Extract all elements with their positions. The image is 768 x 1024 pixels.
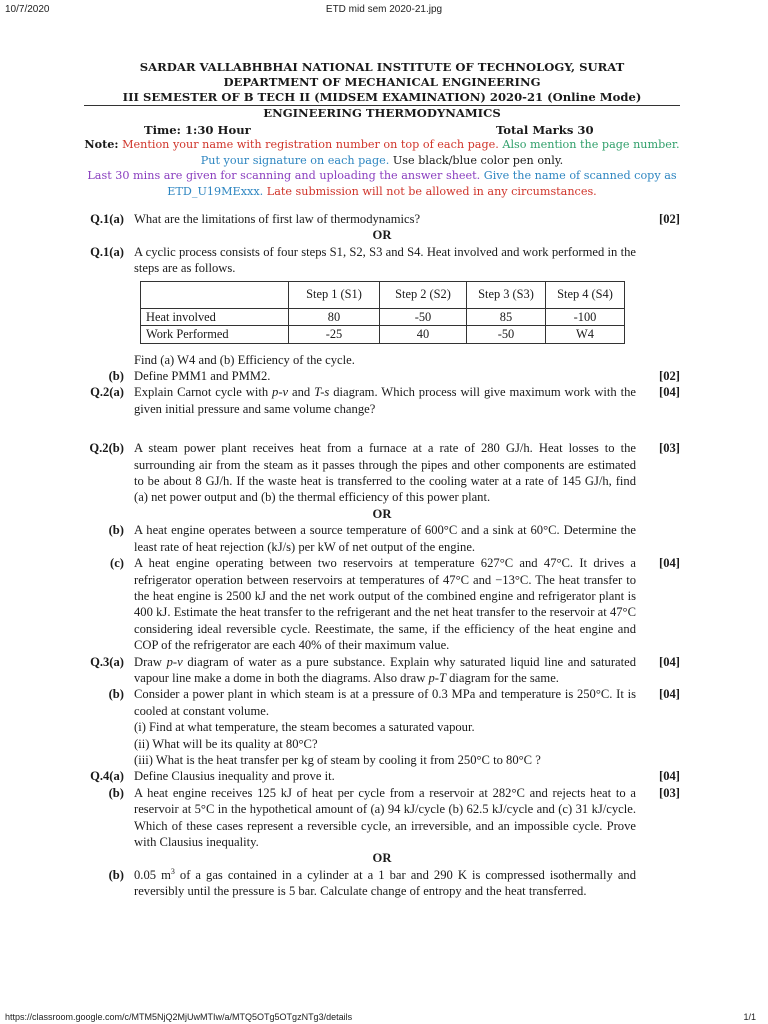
note-page-number-instruction: Also mention the page number. <box>502 138 680 151</box>
note-signature-instruction: Put your signature on each page. <box>200 153 390 167</box>
question-2b: Q.2(b) A steam power plant receives heat from a furnace at a rate of 280 GJ/h. Heat losses to the surrounding air from the steam as it passes through the pipes and other components are estimated to be about 8 GJ/h. If the waste heat is transferred to the cooling water at a rate of 145 GJ/h, find (a) net power output and (b) the thermal efficiency of this power plant. [03] <box>89 441 680 505</box>
question-3a: Q.3(a) Draw p-v diagram of water as a pure substance. Explain why saturated liquid line and saturated vapour line make a dome in both the diagrams. Also draw p-T diagram for the same. [04] <box>90 654 680 685</box>
browser-print-header <box>0 4 768 18</box>
document-title: ETD mid sem 2020-21.jpg <box>325 4 443 15</box>
or-divider: OR <box>372 851 392 866</box>
or-divider: OR <box>372 506 392 521</box>
question-2b-alternate: (b) A heat engine operates between a source temperature of 600°C and a sink at 60°C. Determine the least rate of heat rejection (kJ/s) per kW of net output of the engine. <box>108 523 636 554</box>
print-date: 10/7/2020 <box>5 4 50 15</box>
semester-line: III SEMESTER OF B TECH II (MIDSEM EXAMINATION) 2020-21 (Online Mode) <box>84 90 680 106</box>
instructions-note <box>84 137 680 199</box>
total-marks: Total Marks 30 <box>496 123 594 137</box>
table-row: Work Performed -25 40 -50 W4 <box>141 326 625 344</box>
exam-time: Time: 1:30 Hour <box>144 123 251 137</box>
exam-page <box>84 60 680 900</box>
question-1a: Q.1(a) What are the limitations of first law of thermodynamics? [02] <box>90 212 680 226</box>
question-3b: (b) Consider a power plant in which steam is at a pressure of 0.3 MPa and temperature is 250°C. It is cooled at constant volume. (i) Find at what temperature, the steam becomes a saturated vapour. (ii) What will be its quality at 80°C? (iii) What is the heat transfer per kg of steam by cooling it from 250°C to 80°C ? [04] <box>108 687 680 767</box>
question-1a-find: Find (a) W4 and (b) Efficiency of the cycle. <box>134 352 355 367</box>
question-1a-alternate: Q.1(a) A cyclic process consists of four steps S1, S2, S3 and S4. Heat involved and work performed in the steps are as follows. <box>90 244 636 276</box>
or-divider: OR <box>372 228 392 243</box>
time-marks-row <box>84 122 680 137</box>
table-row: Heat involved 80 -50 85 -100 <box>141 308 625 326</box>
table-header-row: Step 1 (S1) Step 2 (S2) Step 3 (S3) Step 4 (S4) <box>141 281 625 308</box>
page-number: 1/1 <box>743 1012 756 1022</box>
page-url: https://classroom.google.com/c/MTM5NjQ2MjUwMTIw/a/MTQ5OTg5OTgzNTg3/details <box>5 1012 353 1022</box>
question-1b: (b) Define PMM1 and PMM2. [02] <box>108 369 680 384</box>
note-file-name: Give the name of scanned copy as ETD_U19MExxx. <box>167 169 677 198</box>
institute-name: SARDAR VALLABHBHAI NATIONAL INSTITUTE OF TECHNOLOGY, SURAT <box>139 60 625 74</box>
note-pen-instruction: Use black/blue color pen only. <box>392 153 564 167</box>
question-4b: (b) A heat engine receives 125 kJ of heat per cycle from a reservoir at 282°C and rejects heat to a reservoir at 5°C in the hypothetical amount of (a) 94 kJ/cycle (b) 62.5 kJ/cycle and (c) 31 kJ/cycle. Which of these cases represent a reversible cycle, an irreversible, and an impossible cycle. Prove with Clausius inequality. [03] <box>108 785 680 849</box>
note-name-instruction: Mention your name with registration number on top of each page. <box>122 138 499 151</box>
note-late-submission: Late submission will not be allowed in any circumstances. <box>266 184 597 198</box>
heat-work-table <box>140 281 625 344</box>
question-2a: Q.2(a) Explain Carnot cycle with p-v and T-s diagram. Which process will give maximum work with the given initial pressure and same volume change? [04] <box>90 385 680 416</box>
question-4a: Q.4(a) Define Clausius inequality and prove it. [04] <box>90 769 680 784</box>
browser-print-footer <box>0 1012 768 1024</box>
note-scanning-time: Last 30 mins are given for scanning and uploading the answer sheet. <box>87 169 481 182</box>
question-2c: (c) A heat engine operating between two reservoirs at temperature 627°C and 47°C. It drives a refrigerator operation between reservoirs at temperatures of 47°C and −13°C. The heat transfer to the heat engine is 2500 kJ and the net work output of the combined engine and refrigerator plant is 400 kJ. Estimate the heat transfer to the refrigerant and the net heat transfer to the reservoir at 47°C considering ideal reversible cycle. Reestimate, the same, if the efficiency of the heat engine and COP of the refrigerator are each 40% of their maximum value. [04] <box>110 556 680 653</box>
subject-name: ENGINEERING THERMODYNAMICS <box>263 106 501 120</box>
note-label: Note: <box>84 137 119 151</box>
department-name: DEPARTMENT OF MECHANICAL ENGINEERING <box>223 75 541 89</box>
question-4b-alternate: (b) 0.05 $m^3$ of a gas contained in a cylinder at a 1 bar and 290 K is compressed isothermally and reversibly until the pressure is 5 bar. Calculate change of entropy and the heat transferred. <box>108 866 637 899</box>
